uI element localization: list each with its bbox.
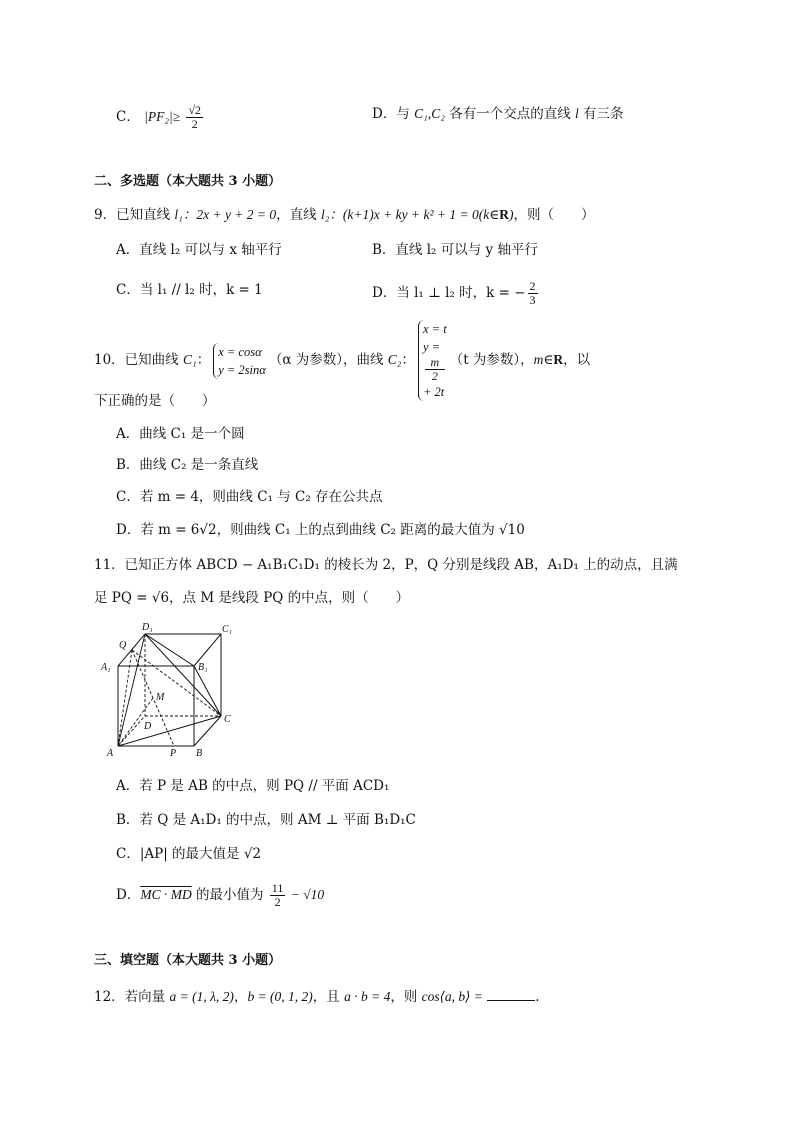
q8-option-c: [116, 104, 205, 131]
q9-option-b: [372, 240, 538, 260]
math: ：(k+1)x + ky + k² + 1 = 0(k∈: [329, 207, 500, 222]
section-heading-2: 二、多选题（本大题共 3 小题）: [94, 174, 282, 189]
math: + 2t: [422, 385, 445, 399]
q8-option-d: [372, 104, 624, 124]
label-P: P: [170, 748, 177, 759]
option-label: A．: [116, 242, 140, 258]
math: R: [553, 352, 564, 367]
label-D1: D₁: [142, 622, 153, 633]
option-text: 当 l₁ // l₂ 时，k = 1: [139, 282, 263, 298]
cube-figure: [96, 620, 246, 760]
option-label: D．: [372, 285, 397, 301]
text: ，则: [390, 989, 422, 1005]
text: 各有一个交点的直线: [444, 106, 575, 122]
denominator: 3: [529, 293, 536, 307]
text: 有三条: [578, 106, 624, 122]
math: a = (1, λ, 2): [169, 989, 234, 1004]
q10-option-a: A．曲线 C₁ 是一个圆: [116, 426, 245, 442]
math: m∈: [533, 352, 554, 367]
text: （α 为参数），曲线: [268, 352, 388, 368]
numerator: √2: [188, 103, 202, 117]
option-label: C．: [116, 109, 140, 125]
section-heading-3: 三、填空题（本大题共 3 小题）: [94, 953, 282, 968]
q9-stem: [94, 205, 594, 225]
q9-option-c: [116, 280, 263, 300]
vector-product: MC · MD: [140, 887, 192, 902]
q9-option-a: [116, 240, 282, 260]
label-D: D: [144, 721, 152, 732]
equation: y = 2sinα: [218, 362, 266, 377]
denominator: 2: [431, 369, 438, 383]
fraction: [186, 104, 203, 131]
math: C₁: [182, 352, 197, 367]
q10-stem: 10．已知曲线 C₁： x = cosα y = 2sinα （α 为参数），曲线 C₂： x = t y = m 2 + 2t （t 为参数），m∈R，以: [94, 322, 591, 399]
math: − √10: [287, 887, 325, 902]
text: ，: [233, 989, 248, 1005]
equation-system-2: [418, 320, 447, 401]
q11-option-d: [116, 882, 324, 909]
label-B1: B₁: [198, 662, 208, 673]
label-B: B: [196, 748, 203, 759]
math: ：2x + y + 2 = 0: [182, 207, 277, 222]
text: 与: [396, 106, 415, 122]
q11-option-c: C．|AP| 的最大值是 √2: [116, 846, 262, 862]
math: a · b = 4: [344, 989, 391, 1004]
q10-stem-line2: 下正确的是（ ）: [94, 393, 216, 409]
q11-stem-line1: 11．已知正方体 ABCD − A₁B₁C₁D₁ 的棱长为 2，P，Q 分别是线段 AB，A₁D₁ 上的动点，且满: [94, 557, 678, 573]
math: cos⟨a, b⟩ =: [421, 989, 483, 1004]
text: 的最小值为: [191, 887, 268, 903]
math: b = (0, 1, 2): [247, 989, 313, 1004]
label-C: C: [224, 714, 231, 725]
text: ，且: [312, 989, 345, 1005]
option-text: 当 l₁ ⊥ l₂ 时，k = −: [396, 285, 526, 301]
option-text: 直线 l₂ 可以与 x 轴平行: [139, 242, 282, 258]
label-A: A: [107, 748, 114, 759]
denominator: 2: [274, 895, 281, 909]
math: y =: [422, 340, 441, 354]
q11-stem-line2: 足 PQ = √6，点 M 是线段 PQ 的中点，则（ ）: [94, 590, 410, 606]
text: 12．若向量: [94, 989, 170, 1005]
q9-option-d: [372, 280, 540, 307]
option-label: B．: [372, 242, 396, 258]
text: ，以: [563, 352, 591, 368]
numerator: 11: [271, 881, 284, 895]
math: l₁: [174, 207, 183, 222]
text: 9．已知直线: [94, 207, 175, 223]
fraction: [528, 280, 538, 307]
numerator: 2: [529, 279, 536, 293]
math: C₂: [387, 352, 402, 367]
label-M: M: [156, 692, 165, 703]
label-Q: Q: [119, 640, 127, 651]
math: l: [575, 106, 579, 121]
text: 10．已知曲线: [94, 352, 183, 368]
equation: [423, 338, 447, 401]
option-label: D．: [372, 106, 397, 122]
equation-system-1: [213, 343, 266, 379]
text: .: [535, 989, 540, 1005]
fraction: [270, 882, 286, 909]
denominator: 2: [191, 117, 198, 131]
q12-stem: [94, 986, 540, 1007]
text: ，则（ ）: [513, 207, 595, 223]
option-label: C．: [116, 282, 140, 298]
label-A1: A₁: [101, 662, 111, 673]
equation: x = cosα: [218, 344, 262, 359]
q11-option-a: A．若 P 是 AB 的中点，则 PQ // 平面 ACD₁: [116, 778, 390, 794]
q10-option-b: B．曲线 C₂ 是一条直线: [116, 457, 259, 473]
option-text: 直线 l₂ 可以与 y 轴平行: [395, 242, 538, 258]
equation: x = t: [422, 322, 447, 336]
text: （t 为参数），: [449, 352, 534, 368]
numerator: m: [425, 356, 445, 370]
text: ，直线: [276, 207, 321, 223]
math-expr: |PF₂|≥: [144, 109, 181, 124]
answer-blank[interactable]: [487, 986, 535, 1001]
label-C1: C₁: [222, 624, 233, 635]
math: C₁,C₂: [414, 106, 445, 121]
math: ): [508, 207, 514, 222]
fraction: [425, 356, 445, 383]
q10-option-d: D．若 m = 6√2，则曲线 C₁ 上的点到曲线 C₂ 距离的最大值为 √10: [116, 522, 525, 538]
q10-option-c: C．若 m = 4，则曲线 C₁ 与 C₂ 存在公共点: [116, 489, 383, 505]
math: R: [499, 207, 509, 222]
option-label: D．: [116, 887, 141, 903]
math: l₂: [320, 207, 330, 222]
q11-option-b: B．若 Q 是 A₁D₁ 的中点，则 AM ⊥ 平面 B₁D₁C: [116, 812, 416, 828]
